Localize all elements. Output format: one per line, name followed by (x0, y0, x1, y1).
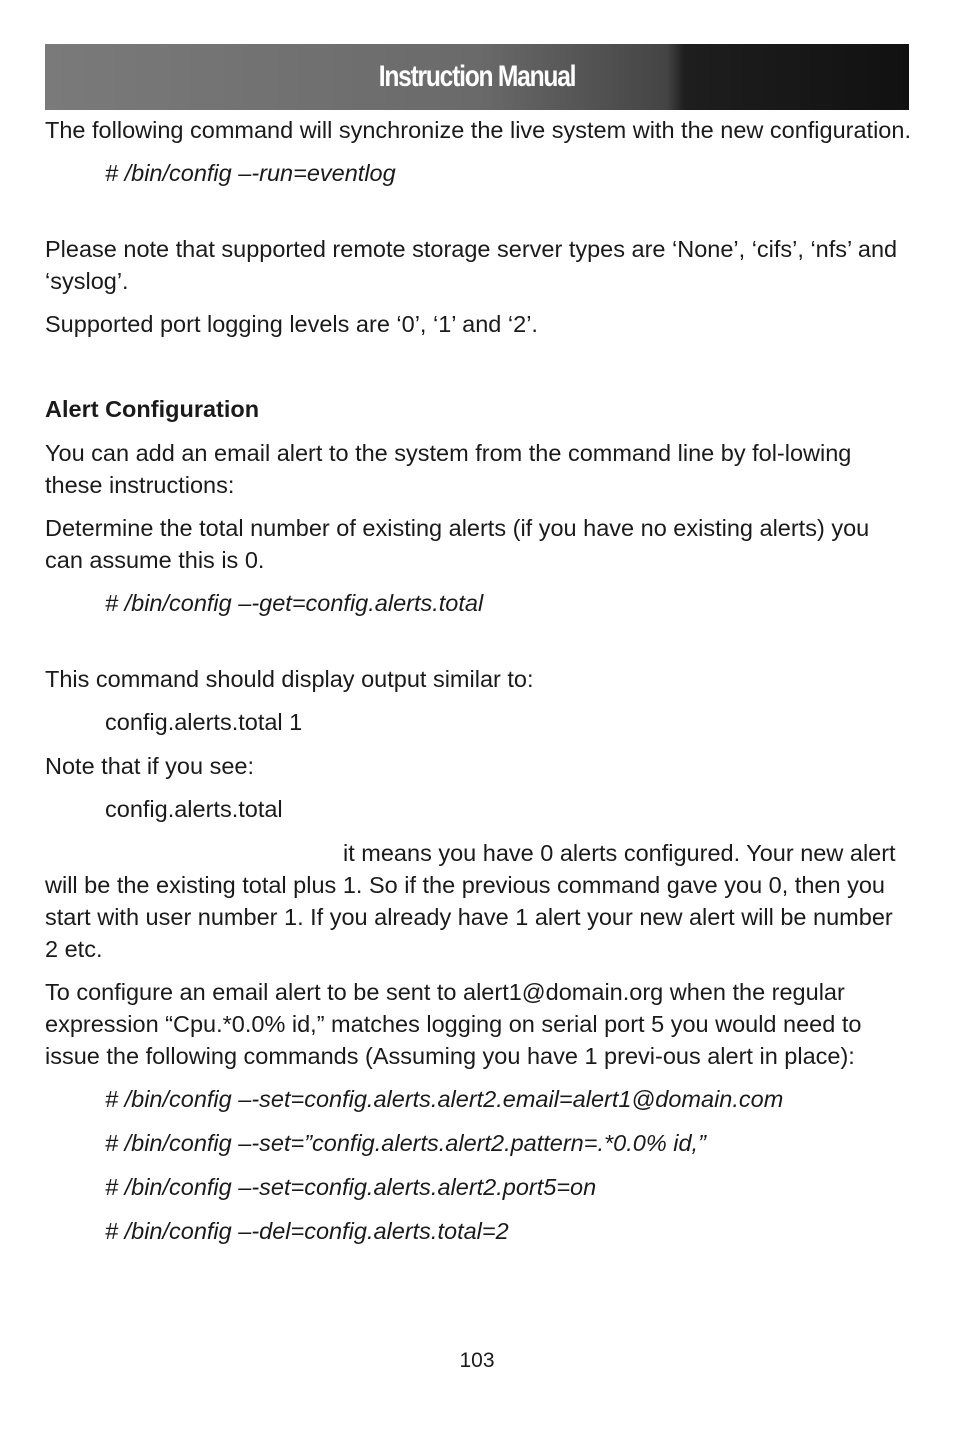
section-heading: Alert Configuration (45, 396, 260, 422)
paragraph-configure-email: To configure an email alert to be sent to alert1@domain.org when the regular expression “Cpu.*0.0% id,” matches logging on serial port 5 you would need to issue the following commands (Assuming you have 1 previ-ous alert in place): (45, 979, 862, 1069)
paragraph-storage-types: Please note that supported remote storage server types are ‘None’, ‘cifs’, ‘nfs’ and ‘syslog’. (45, 236, 898, 294)
paragraph-sync-intro: The following command will synchronize the live system with the new configuration. (45, 117, 911, 143)
command-set-port5: # /bin/config –-set=config.alerts.alert2.port5=on (105, 1174, 597, 1200)
paragraph-alert-intro: You can add an email alert to the system from the command line by fol-lowing these instructions: (45, 440, 852, 498)
paragraph-zero-alerts: it means you have 0 alerts configured. Your new alert will be the existing total plus 1. So if the previous command gave you 0, then you start with user number 1. If you already have 1 alert your new alert will be number 2 etc. (45, 840, 896, 962)
header-banner (45, 44, 909, 110)
page-number: 103 (459, 1349, 495, 1372)
command-get-alerts-total: # /bin/config –-get=config.alerts.total (105, 590, 484, 616)
spacer (45, 631, 911, 663)
command-set-pattern: # /bin/config –-set=”config.alerts.alert2.pattern=.*0.0% id,” (105, 1130, 706, 1156)
command-del-total: # /bin/config –-del=config.alerts.total=2 (105, 1218, 509, 1244)
paragraph-output-similar: This command should display output similar to: (45, 666, 534, 692)
spacer (45, 201, 911, 233)
output-alerts-total-1: config.alerts.total 1 (105, 709, 303, 735)
paragraph-determine-total: Determine the total number of existing alerts (if you have no existing alerts) you can assume this is 0. (45, 515, 870, 573)
page-content (45, 114, 911, 1259)
paragraph-logging-levels: Supported port logging levels are ‘0’, ‘1’ and ‘2’. (45, 311, 538, 337)
spacer (45, 351, 911, 393)
command-run-eventlog: # /bin/config –-run=eventlog (105, 160, 396, 186)
page-title: Instruction Manual (378, 60, 576, 93)
command-set-email: # /bin/config –-set=config.alerts.alert2.email=alert1@domain.com (105, 1086, 784, 1112)
paragraph-note-if-see: Note that if you see: (45, 753, 255, 779)
output-alerts-total-empty: config.alerts.total (105, 796, 283, 822)
